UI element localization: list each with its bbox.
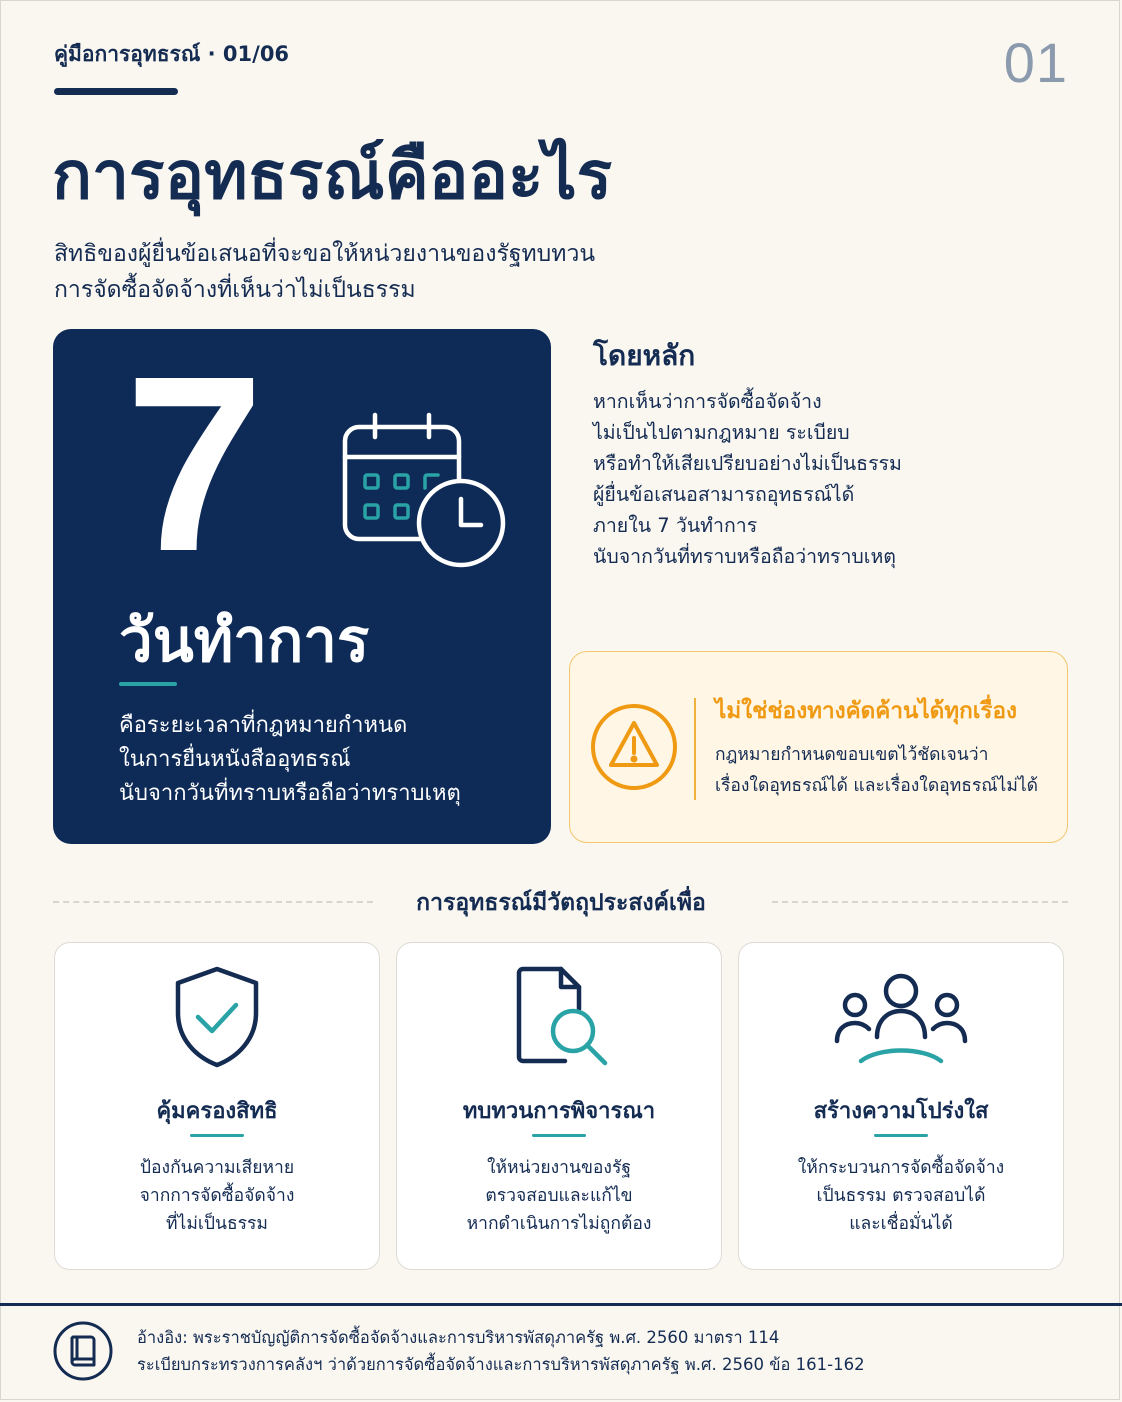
deadline-unit: วันทำการ xyxy=(119,606,370,676)
deadline-card xyxy=(53,324,551,844)
purposes-heading: การอุทธรณ์มีวัตถุประสงค์เพื่อ xyxy=(416,890,706,916)
people-group-icon xyxy=(739,965,1063,1073)
subtitle-line: การจัดซื้อจัดจ้างที่เห็นว่าไม่เป็นธรรม xyxy=(54,277,416,303)
warning-line: เรื่องใดอุทธรณ์ได้ และเรื่องใดอุทธรณ์ไม่ได้ xyxy=(715,776,1039,796)
purpose-card-review xyxy=(396,942,722,1270)
principle-line: หากเห็นว่าการจัดซื้อจัดจ้าง xyxy=(593,390,822,413)
purpose-title: ทบทวนการพิจารณา xyxy=(462,1099,656,1124)
purpose-divider xyxy=(532,1134,586,1137)
purpose-body xyxy=(71,1154,363,1238)
purpose-divider xyxy=(190,1134,244,1137)
principle-line: ไม่เป็นไปตามกฎหมาย ระเบียบ xyxy=(593,421,850,444)
principle-line: ผู้ยื่นข้อเสนอสามารถอุทธรณ์ได้ xyxy=(593,483,855,506)
purpose-line: หากดำเนินการไม่ถูกต้อง xyxy=(466,1214,652,1234)
guide-kicker: คู่มือการอุทธรณ์ · 01/06 xyxy=(54,42,290,66)
subtitle-line: สิทธิของผู้ยื่นข้อเสนอที่จะขอให้หน่วยงานของรัฐทบทวน xyxy=(54,241,596,267)
warning-triangle-icon xyxy=(590,703,678,795)
deadline-desc-line: นับจากวันที่ทราบหรือถือว่าทราบเหตุ xyxy=(119,781,461,806)
reference-line: อ้างอิง: พระราชบัญญัติการจัดซื้อจัดจ้างและการบริหารพัสดุภาครัฐ พ.ศ. 2560 มาตรา 114 xyxy=(137,1328,780,1347)
principle-line: ภายใน 7 วันทำการ xyxy=(593,514,758,537)
purpose-line: ป้องกันความเสียหาย xyxy=(139,1158,295,1178)
book-icon xyxy=(53,1321,113,1385)
purpose-line: ที่ไม่เป็นธรรม xyxy=(166,1214,268,1234)
calendar-clock-icon xyxy=(341,411,561,575)
deadline-description xyxy=(119,709,539,811)
warning-line: กฎหมายกำหนดขอบเขตไว้ชัดเจนว่า xyxy=(715,745,989,765)
purpose-divider xyxy=(874,1134,928,1137)
principle-heading: โดยหลัก xyxy=(593,339,696,372)
reference-line: ระเบียบกระทรวงการคลังฯ ว่าด้วยการจัดซื้อจัดจ้างและการบริหารพัสดุภาครัฐ พ.ศ. 2560 ข้อ 161-162 xyxy=(137,1355,865,1374)
purpose-card-transparency xyxy=(738,942,1064,1270)
purpose-title: คุ้มครองสิทธิ xyxy=(156,1099,278,1124)
shield-check-icon xyxy=(55,965,379,1073)
warning-title: ไม่ใช่ช่องทางคัดค้านได้ทุกเรื่อง xyxy=(715,698,1018,724)
purpose-line: และเชื่อมั่นได้ xyxy=(849,1214,953,1234)
purpose-line: ให้กระบวนการจัดซื้อจัดจ้าง xyxy=(797,1158,1005,1178)
deadline-number: 7 xyxy=(125,324,265,603)
page-number: 01 xyxy=(1003,31,1068,94)
purpose-line: ให้หน่วยงานของรัฐ xyxy=(486,1158,632,1178)
footer-references xyxy=(137,1324,1097,1378)
purpose-title: สร้างความโปร่งใส xyxy=(813,1099,989,1124)
page-title: การอุทธรณ์คืออะไร xyxy=(52,137,613,214)
purpose-card-protect-rights xyxy=(54,942,380,1270)
principle-body xyxy=(593,386,1063,572)
warning-body xyxy=(715,740,1055,802)
document-search-icon xyxy=(397,965,721,1073)
deadline-divider xyxy=(119,682,177,686)
warning-card xyxy=(569,651,1068,843)
purpose-line: เป็นธรรม ตรวจสอบได้ xyxy=(816,1186,986,1206)
principle-line: หรือทำให้เสียเปรียบอย่างไม่เป็นธรรม xyxy=(593,452,902,475)
purpose-line: จากการจัดซื้อจัดจ้าง xyxy=(139,1186,295,1206)
purpose-body xyxy=(413,1154,705,1238)
purpose-line: ตรวจสอบและแก้ไข xyxy=(485,1186,633,1206)
warning-separator xyxy=(694,698,696,800)
kicker-underline xyxy=(54,88,178,95)
page-subtitle xyxy=(54,236,694,308)
deadline-desc-line: คือระยะเวลาที่กฎหมายกำหนด xyxy=(119,713,408,738)
deadline-desc-line: ในการยื่นหนังสืออุทธรณ์ xyxy=(119,747,351,772)
purpose-body xyxy=(755,1154,1047,1238)
principle-line: นับจากวันที่ทราบหรือถือว่าทราบเหตุ xyxy=(593,545,896,568)
footer-rule xyxy=(0,1303,1122,1306)
